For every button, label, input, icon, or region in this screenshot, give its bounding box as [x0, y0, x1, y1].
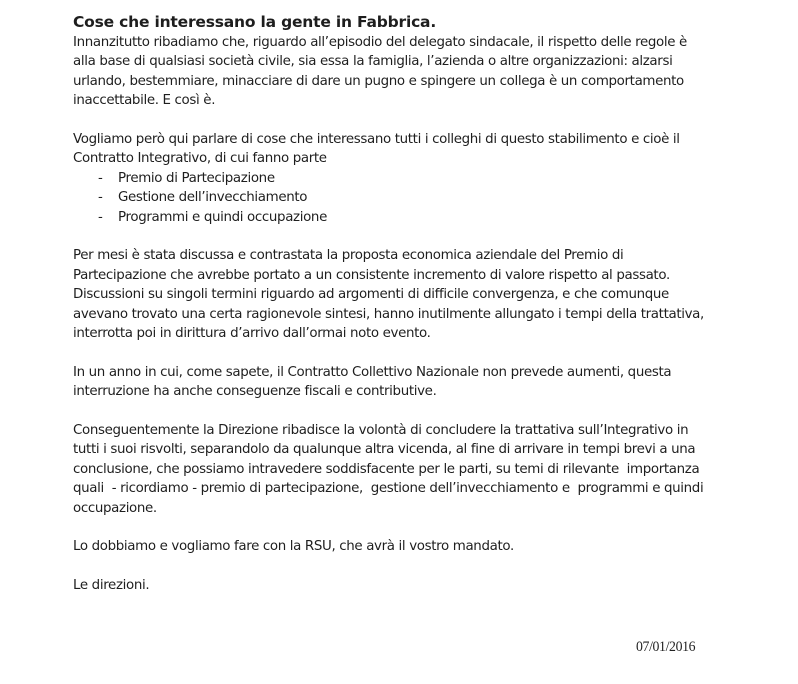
text-line: Lo dobbiamo e vogliamo fare con la RSU, che avrà il vostro mandato.	[73, 539, 514, 555]
text-line: conclusione, che possiamo intravedere soddisfacente per le parti, su temi di rilevante importanza	[73, 461, 700, 477]
paragraph-spacer	[73, 343, 783, 362]
text-line: Contratto Integrativo, di cui fanno parte	[73, 151, 327, 167]
paragraph-spacer	[73, 402, 783, 421]
text-line: tutti i suoi risvolti, separandolo da qualunque altra vicenda, al fine di arrivare in tempi brevi a una	[73, 442, 696, 458]
paragraph-spacer	[73, 227, 783, 246]
document-date: 07/01/2016	[636, 639, 696, 655]
text-line: Vogliamo però qui parlare di cose che interessano tutti i colleghi di questo stabilimento e cioè il	[73, 132, 680, 148]
text-line: Partecipazione che avrebbe portato a un consistente incremento di valore rispetto al passato.	[73, 267, 670, 283]
signature-text: Le direzioni.	[73, 578, 150, 594]
list-item	[73, 169, 783, 188]
paragraph-negotiation	[73, 246, 783, 343]
text-line: avevano trovato una certa ragionevole sintesi, hanno inutilmente allungato i tempi della trattativa,	[73, 306, 704, 322]
text-line: quali - ricordiamo - premio di partecipazione, gestione dell’invecchiamento e programmi e quindi	[73, 481, 704, 497]
list-dash: -	[98, 209, 103, 225]
text-line: Conseguentemente la Direzione ribadisce la volontà di concludere la trattativa sull’Integrativo in	[73, 423, 689, 439]
paragraph-direction	[73, 421, 783, 518]
signature	[73, 576, 783, 595]
paragraph-rsu	[73, 537, 783, 556]
paragraph-contract	[73, 130, 783, 169]
contract-topics-list	[73, 169, 783, 227]
paragraph-spacer	[73, 111, 783, 130]
document-title: Cose che interessano la gente in Fabbrica.	[73, 13, 437, 31]
paragraph-spacer	[73, 518, 783, 537]
text-line: interrotta poi in dirittura d’arrivo dall’ormai noto evento.	[73, 326, 431, 342]
paragraph-national-contract	[73, 363, 783, 402]
text-line: occupazione.	[73, 500, 157, 516]
paragraph-spacer	[73, 557, 783, 576]
paragraph-intro	[73, 33, 783, 111]
list-dash: -	[98, 190, 103, 206]
text-line: Innanzitutto ribadiamo che, riguardo all’episodio del delegato sindacale, il rispetto delle regole è	[73, 35, 687, 50]
text-line: inaccettabile. E così è.	[73, 93, 216, 109]
list-item-text: Programmi e quindi occupazione	[118, 209, 327, 225]
text-line: Per mesi è stata discussa e contrastata la proposta economica aziendale del Premio di	[73, 248, 624, 264]
text-line: alla base di qualsiasi società civile, sia essa la famiglia, l’azienda o altre organizzazioni: alzarsi	[73, 54, 673, 70]
text-line: In un anno in cui, come sapete, il Contratto Collettivo Nazionale non prevede aumenti, questa	[73, 364, 672, 380]
text-line: urlando, bestemmiare, minacciare di dare un pugno e spingere un collega è un comportamento	[73, 73, 684, 89]
list-item	[73, 188, 783, 207]
list-item	[73, 208, 783, 227]
list-item-text: Premio di Partecipazione	[118, 170, 275, 186]
list-dash: -	[98, 170, 103, 186]
document-body	[73, 12, 783, 596]
list-item-text: Gestione dell’invecchiamento	[118, 190, 308, 206]
text-line: Discussioni su singoli termini riguardo ad argomenti di difficile convergenza, e che comunque	[73, 287, 669, 303]
text-line: interruzione ha anche conseguenze fiscali e contributive.	[73, 384, 437, 400]
